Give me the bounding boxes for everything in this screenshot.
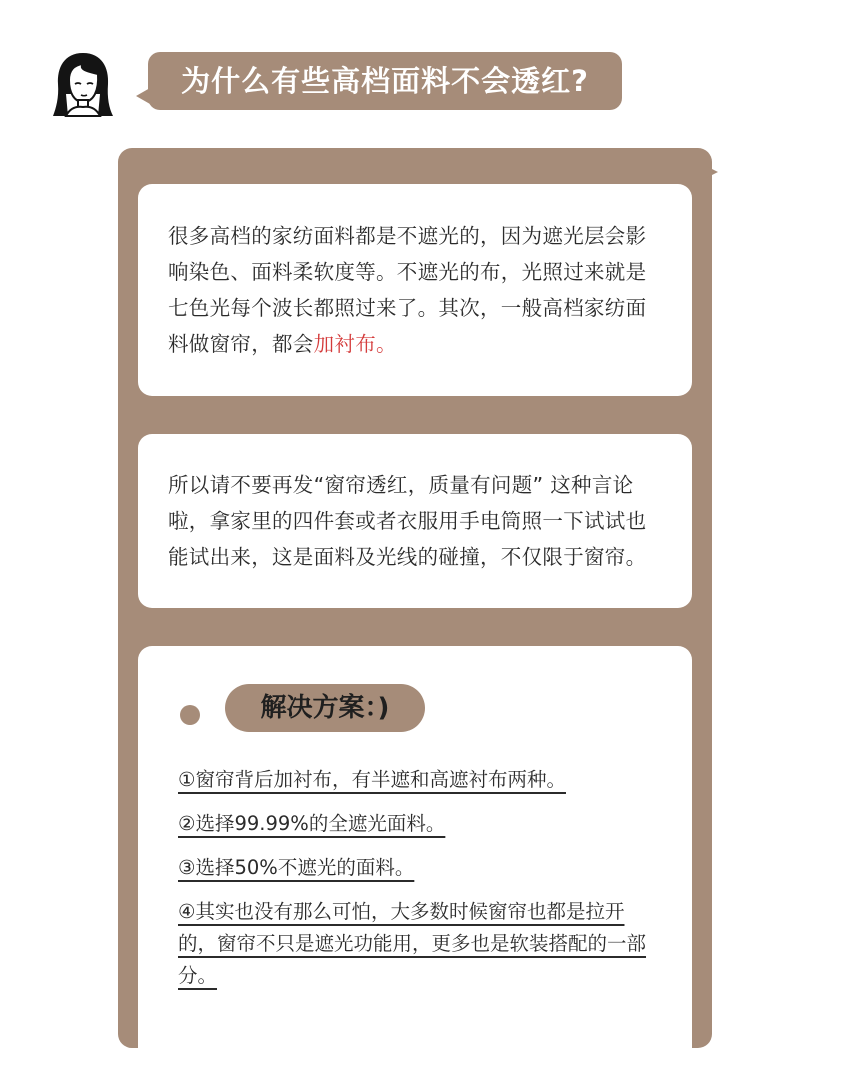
solution-item: ③选择50%不遮光的面料。 <box>178 856 415 879</box>
info-paragraph-2: 所以请不要再发“窗帘透红，质量有问题” 这种言论啦，拿家里的四件套或者衣服用手电筒照一下试试也能试出来，这是面料及光线的碰撞，不仅限于窗帘。 <box>168 473 647 569</box>
woman-avatar-icon <box>52 50 114 118</box>
bullet-dot-icon <box>180 705 200 725</box>
solutions-heading: 解决方案：) <box>225 684 425 732</box>
info-card-1 <box>138 184 692 396</box>
info-paragraph-1 <box>168 218 666 362</box>
panel-bubble-tail <box>706 166 718 178</box>
highlight-text: 加衬布。 <box>313 332 397 356</box>
page-title: 为什么有些高档面料不会透红? <box>148 52 622 110</box>
solution-item: ④其实也没有那么可怕，大多数时候窗帘也都是拉开的，窗帘不只是遮光功能用，更多也是软装搭配的一部分。 <box>178 900 647 987</box>
solutions-card <box>138 646 692 1066</box>
paragraph-text: 很多高档的家纺面料都是不遮光的，因为遮光层会影响染色、面料柔软度等。不遮光的布，光照过来就是七色光每个波长都照过来了。其次，一般高档家纺面料做窗帘，都会 <box>168 224 647 356</box>
solution-item: ②选择99.99%的全遮光面料。 <box>178 812 446 835</box>
solutions-list <box>178 764 658 1004</box>
solution-item: ①窗帘背后加衬布，有半遮和高遮衬布两种。 <box>178 768 566 791</box>
info-card-2 <box>138 434 692 608</box>
